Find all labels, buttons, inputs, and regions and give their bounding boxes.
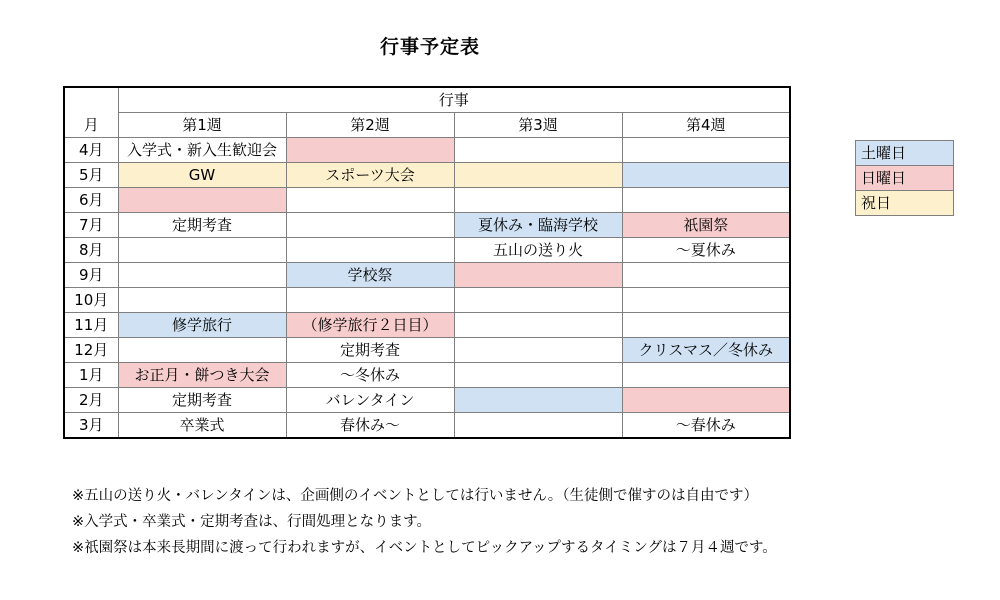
table-row [64,138,790,163]
week-header: 第4週 [622,113,790,138]
event-cell [622,263,790,288]
legend-item: 土曜日 [856,141,954,166]
table-row [64,238,790,263]
event-cell: お正月・餅つき大会 [118,363,286,388]
event-cell [454,413,622,439]
event-cell: 卒業式 [118,413,286,439]
event-cell [454,288,622,313]
legend-row [856,166,954,191]
event-cell [454,263,622,288]
table-row [64,413,790,439]
event-cell [286,213,454,238]
table-row [64,213,790,238]
event-cell [622,313,790,338]
event-cell: 春休み～ [286,413,454,439]
event-cell [622,188,790,213]
event-cell [286,238,454,263]
event-cell: ～冬休み [286,363,454,388]
event-cell [454,163,622,188]
legend-item: 祝日 [856,191,954,216]
month-cell: 3月 [64,413,118,439]
month-cell: 2月 [64,388,118,413]
event-header: 行事 [118,87,790,113]
event-cell: スポーツ大会 [286,163,454,188]
event-cell [622,138,790,163]
event-cell [286,288,454,313]
event-cell: 定期考査 [118,213,286,238]
event-cell: クリスマス／冬休み [622,338,790,363]
event-cell: 祇園祭 [622,213,790,238]
event-cell [622,163,790,188]
event-cell [454,188,622,213]
month-cell: 9月 [64,263,118,288]
event-cell: ～春休み [622,413,790,439]
event-cell [118,288,286,313]
event-cell: バレンタイン [286,388,454,413]
event-cell [454,313,622,338]
legend [855,140,954,216]
month-cell: 10月 [64,288,118,313]
event-cell [454,363,622,388]
page-title: 行事予定表 [379,36,480,58]
table-row [64,163,790,188]
event-cell [622,363,790,388]
table-row [64,263,790,288]
event-cell [118,188,286,213]
month-cell: 6月 [64,188,118,213]
month-header: 月 [64,87,118,138]
event-cell [454,338,622,363]
event-cell: （修学旅行２日目） [286,313,454,338]
month-cell: 4月 [64,138,118,163]
month-cell: 12月 [64,338,118,363]
legend-row [856,191,954,216]
event-cell: 学校祭 [286,263,454,288]
event-cell [454,388,622,413]
legend-item: 日曜日 [856,166,954,191]
event-cell [622,388,790,413]
notes [72,483,777,561]
week-header: 第2週 [286,113,454,138]
note-line: ※五山の送り火・バレンタインは、企画側のイベントとしては行いません。（生徒側で催すのは自由です） [72,488,759,504]
table-row [64,288,790,313]
table-row [64,313,790,338]
event-cell [118,263,286,288]
note-line: ※入学式・卒業式・定期考査は、行間処理となります。 [72,514,431,530]
event-cell: 定期考査 [286,338,454,363]
table-row [64,188,790,213]
event-cell [118,338,286,363]
month-cell: 11月 [64,313,118,338]
event-cell [622,288,790,313]
event-cell [286,188,454,213]
table-row [64,363,790,388]
event-cell: 入学式・新入生歓迎会 [118,138,286,163]
table-row [64,388,790,413]
week-header: 第1週 [118,113,286,138]
event-cell: 夏休み・臨海学校 [454,213,622,238]
week-header: 第3週 [454,113,622,138]
event-cell: ～夏休み [622,238,790,263]
month-cell: 5月 [64,163,118,188]
month-cell: 7月 [64,213,118,238]
event-cell [286,138,454,163]
event-cell [454,138,622,163]
event-cell: 定期考査 [118,388,286,413]
table-row [64,338,790,363]
event-cell: 五山の送り火 [454,238,622,263]
note-line: ※祇園祭は本来長期間に渡って行われますが、イベントとしてピックアップするタイミングは７月４週です。 [72,540,777,556]
event-cell [118,238,286,263]
event-cell: GW [118,163,286,188]
month-cell: 8月 [64,238,118,263]
event-cell: 修学旅行 [118,313,286,338]
legend-row [856,141,954,166]
schedule-table [63,86,791,439]
month-cell: 1月 [64,363,118,388]
